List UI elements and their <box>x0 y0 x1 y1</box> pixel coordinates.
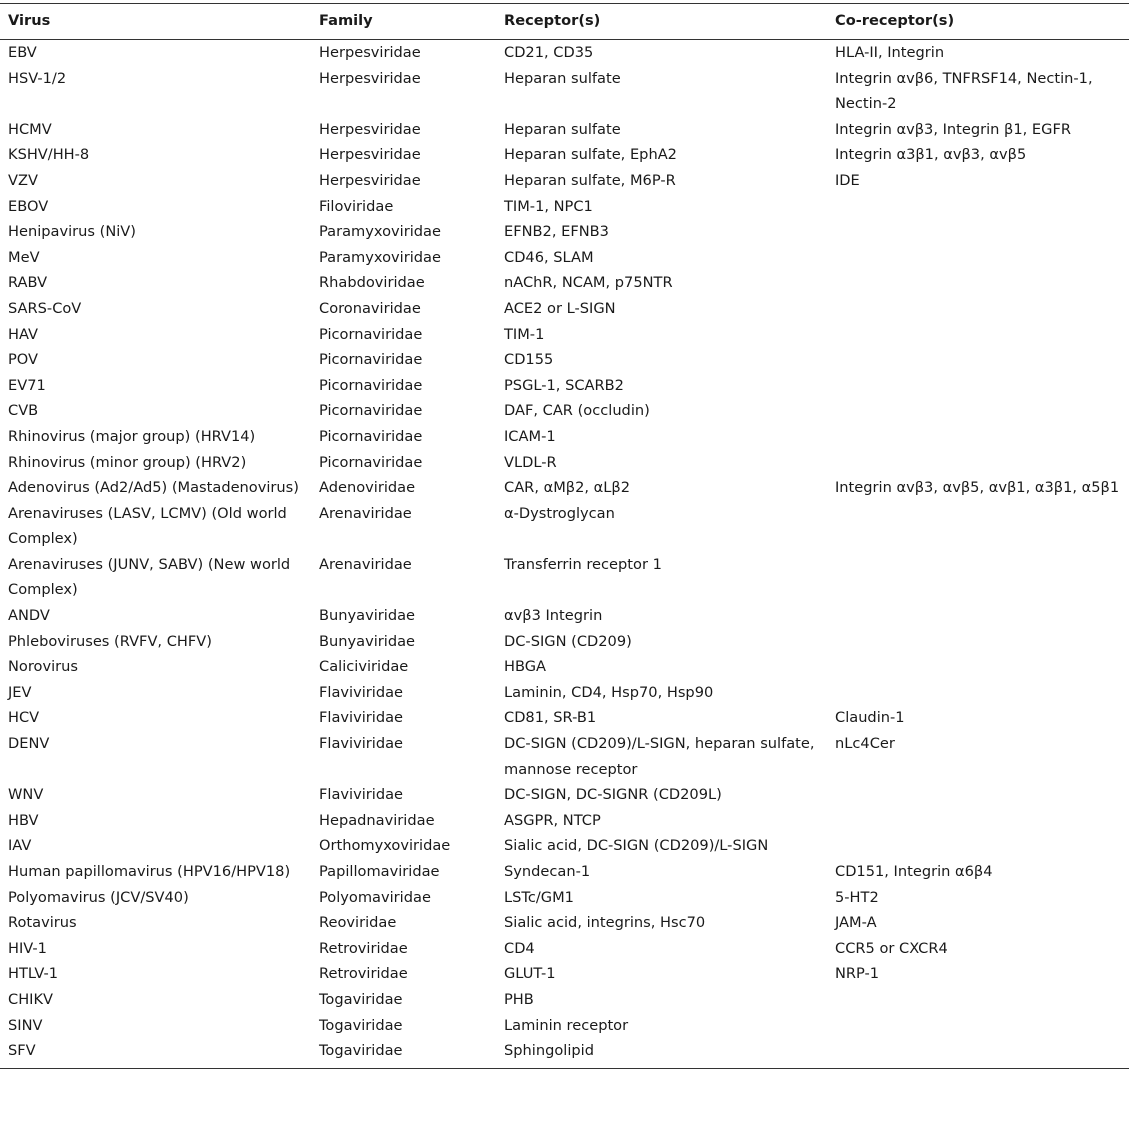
family-cell: Herpesviridae <box>319 44 421 61</box>
family-cell: Paramyxoviridae <box>319 248 441 266</box>
table-row <box>0 654 1129 680</box>
virus-cell: HTLV-1 <box>8 965 59 983</box>
receptor-cell: CAR, αMβ2, αLβ2 <box>504 479 631 497</box>
family-cell: Picornaviridae <box>319 453 423 471</box>
family-cell: Bunyaviridae <box>319 632 416 650</box>
virus-cell: HCMV <box>8 120 52 138</box>
table-row <box>0 936 1129 962</box>
table-row <box>0 1038 1129 1068</box>
receptor-cell: Syndecan-1 <box>504 863 591 880</box>
receptor-cell: nAChR, NCAM, p75NTR <box>504 274 673 292</box>
table-row <box>0 808 1129 834</box>
table-row <box>0 885 1129 911</box>
receptor-cell: LSTc/GM1 <box>504 888 574 906</box>
family-cell: Picornaviridae <box>319 427 423 445</box>
coreceptor-cell: CCR5 or CXCR4 <box>835 939 948 957</box>
table-row <box>0 168 1129 194</box>
family-cell: Arenaviridae <box>319 504 412 522</box>
table-row <box>0 270 1129 296</box>
receptor-cell: CD46, SLAM <box>504 248 594 266</box>
receptor-cell: Sphingolipid <box>496 1038 827 1068</box>
virus-cell: Arenaviruses (LASV, LCMV) (Old world Complex) <box>8 504 287 548</box>
coreceptor-cell: JAM-A <box>835 914 877 932</box>
virus-cell: SARS-CoV <box>8 299 82 317</box>
table-row <box>0 1013 1129 1039</box>
virus-cell: Norovirus <box>8 658 78 676</box>
family-cell: Togaviridae <box>319 990 403 1008</box>
table-row <box>0 373 1129 399</box>
receptor-cell: DAF, CAR (occludin) <box>504 402 650 420</box>
table-row <box>0 296 1129 322</box>
receptor-cell: ICAM-1 <box>504 427 556 445</box>
family-cell: Caliciviridae <box>319 658 409 676</box>
family-cell: Picornaviridae <box>319 325 423 343</box>
coreceptor-cell <box>827 501 1129 552</box>
virus-cell: SINV <box>8 1016 43 1034</box>
virus-cell: EV71 <box>8 376 46 394</box>
receptor-cell: DC-SIGN, DC-SIGNR (CD209L) <box>504 786 722 804</box>
table-row <box>0 66 1129 117</box>
family-cell: Reoviridae <box>319 914 397 932</box>
virus-cell: IAV <box>8 837 32 855</box>
coreceptor-cell <box>827 833 1129 859</box>
column-header-receptors: Receptor(s) <box>496 3 827 40</box>
table-row <box>0 859 1129 885</box>
table-row <box>0 501 1129 552</box>
table-row <box>0 552 1129 603</box>
coreceptor-cell: IDE <box>835 171 860 189</box>
virus-cell: POV <box>8 351 39 369</box>
table-row <box>0 629 1129 655</box>
coreceptor-cell <box>827 680 1129 706</box>
receptor-cell: PHB <box>504 990 534 1008</box>
receptor-cell: Sialic acid, integrins, Hsc70 <box>504 914 706 932</box>
table-row <box>0 987 1129 1013</box>
table-row <box>0 398 1129 424</box>
coreceptor-cell <box>827 552 1129 603</box>
virus-cell: HSV-1/2 <box>8 69 67 87</box>
coreceptor-cell <box>827 245 1129 271</box>
virus-cell: HAV <box>8 325 39 343</box>
virus-cell: Rhinovirus (major group) (HRV14) <box>8 427 256 445</box>
family-cell: Papillomaviridae <box>319 863 440 880</box>
virus-cell: EBV <box>8 44 37 61</box>
virus-receptor-table <box>0 3 1129 1069</box>
family-cell: Hepadnaviridae <box>319 811 435 829</box>
receptor-cell: PSGL-1, SCARB2 <box>504 376 624 394</box>
virus-cell: HBV <box>8 811 39 829</box>
table-row <box>0 705 1129 731</box>
virus-cell: EBOV <box>8 197 49 215</box>
receptor-cell: CD81, SR-B1 <box>504 709 597 727</box>
virus-cell: HIV-1 <box>8 939 47 957</box>
receptor-cell: ASGPR, NTCP <box>504 811 601 829</box>
family-cell: Herpesviridae <box>319 146 421 164</box>
family-cell: Togaviridae <box>311 1038 496 1068</box>
coreceptor-cell <box>827 450 1129 476</box>
coreceptor-cell <box>827 194 1129 220</box>
receptor-cell: TIM-1 <box>504 325 545 343</box>
table-row <box>0 680 1129 706</box>
coreceptor-cell <box>827 629 1129 655</box>
family-cell: Herpesviridae <box>319 69 421 87</box>
table-row <box>0 961 1129 987</box>
family-cell: Flaviviridae <box>319 683 404 701</box>
receptor-cell: Heparan sulfate, M6P-R <box>504 171 676 189</box>
table-row <box>0 603 1129 629</box>
virus-cell: HCV <box>8 709 40 727</box>
coreceptor-cell: 5-HT2 <box>835 888 879 906</box>
virus-cell: Human papillomavirus (HPV16/HPV18) <box>8 863 291 880</box>
receptor-cell: Laminin receptor <box>504 1016 629 1034</box>
table-row <box>0 40 1129 66</box>
family-cell: Togaviridae <box>319 1016 403 1034</box>
receptor-cell: DC-SIGN (CD209)/L-SIGN, heparan sulfate, mannose receptor <box>504 735 815 778</box>
coreceptor-cell <box>827 322 1129 348</box>
virus-cell: KSHV/HH-8 <box>8 146 90 164</box>
receptor-cell: Heparan sulfate <box>504 69 621 87</box>
column-header-coreceptors: Co-receptor(s) <box>827 3 1129 40</box>
family-cell: Coronaviridae <box>319 299 421 317</box>
table-row <box>0 347 1129 373</box>
receptor-cell: GLUT-1 <box>504 965 556 983</box>
coreceptor-cell <box>827 270 1129 296</box>
family-cell: Flaviviridae <box>319 786 404 804</box>
coreceptor-cell: Integrin αvβ3, Integrin β1, EGFR <box>835 120 1071 138</box>
virus-cell: Adenovirus (Ad2/Ad5) (Mastadenovirus) <box>8 479 299 497</box>
virus-cell: Henipavirus (NiV) <box>8 223 136 241</box>
family-cell: Picornaviridae <box>319 402 423 420</box>
family-cell: Flaviviridae <box>319 735 404 753</box>
coreceptor-cell <box>827 398 1129 424</box>
coreceptor-cell: Integrin αvβ6, TNFRSF14, Nectin-1, Nectin-2 <box>835 69 1093 113</box>
table-row <box>0 142 1129 168</box>
virus-cell: VZV <box>8 171 38 189</box>
family-cell: Retroviridae <box>319 965 408 983</box>
table-row <box>0 322 1129 348</box>
coreceptor-cell: Integrin α3β1, αvβ3, αvβ5 <box>835 146 1027 164</box>
virus-cell: CVB <box>8 402 39 420</box>
family-cell: Bunyaviridae <box>319 607 416 625</box>
column-header-virus: Virus <box>0 3 311 40</box>
receptor-cell: TIM-1, NPC1 <box>504 197 593 215</box>
receptor-cell: Heparan sulfate <box>504 120 621 138</box>
table-row <box>0 475 1129 501</box>
virus-cell: RABV <box>8 274 48 292</box>
table-row <box>0 910 1129 936</box>
table-body <box>0 40 1129 1069</box>
table-row <box>0 833 1129 859</box>
receptor-cell: CD21, CD35 <box>504 44 594 61</box>
receptor-cell: α-Dystroglycan <box>504 504 615 522</box>
family-cell: Rhabdoviridae <box>319 274 425 292</box>
family-cell: Filoviridae <box>319 197 394 215</box>
table-header-row <box>0 3 1129 40</box>
coreceptor-cell <box>827 296 1129 322</box>
coreceptor-cell: Claudin-1 <box>835 709 905 727</box>
table-row <box>0 424 1129 450</box>
virus-cell: CHIKV <box>8 990 54 1008</box>
table-row <box>0 194 1129 220</box>
receptor-cell: CD155 <box>504 351 554 369</box>
receptor-cell: HBGA <box>504 658 547 676</box>
coreceptor-cell <box>827 424 1129 450</box>
coreceptor-cell: NRP-1 <box>835 965 880 983</box>
receptor-cell: CD4 <box>504 939 535 957</box>
receptor-cell: αvβ3 Integrin <box>504 607 603 625</box>
virus-cell: SFV <box>0 1038 311 1068</box>
family-cell: Herpesviridae <box>319 171 421 189</box>
family-cell: Paramyxoviridae <box>319 223 441 241</box>
table-row <box>0 117 1129 143</box>
coreceptor-cell <box>827 373 1129 399</box>
receptor-cell: Laminin, CD4, Hsp70, Hsp90 <box>504 683 714 701</box>
virus-cell: ANDV <box>8 607 50 625</box>
family-cell: Retroviridae <box>319 939 408 957</box>
receptor-cell: DC-SIGN (CD209) <box>504 632 632 650</box>
virus-cell: MeV <box>8 248 40 266</box>
virus-cell: Arenaviruses (JUNV, SABV) (New world Complex) <box>8 555 291 599</box>
coreceptor-cell <box>827 987 1129 1013</box>
virus-cell: JEV <box>8 683 32 701</box>
virus-cell: WNV <box>8 786 44 804</box>
table-row <box>0 450 1129 476</box>
table-row <box>0 219 1129 245</box>
family-cell: Flaviviridae <box>319 709 404 727</box>
coreceptor-cell: Integrin αvβ3, αvβ5, αvβ1, α3β1, α5β1 <box>835 479 1120 497</box>
coreceptor-cell: HLA-II, Integrin <box>835 44 945 61</box>
family-cell: Picornaviridae <box>319 376 423 394</box>
coreceptor-cell <box>827 1013 1129 1039</box>
coreceptor-cell <box>827 347 1129 373</box>
family-cell: Polyomaviridae <box>319 888 431 906</box>
virus-cell: Rotavirus <box>8 914 77 932</box>
table-row <box>0 731 1129 782</box>
table-row <box>0 245 1129 271</box>
coreceptor-cell: CD151, Integrin α6β4 <box>835 863 993 880</box>
table-row <box>0 782 1129 808</box>
receptor-cell: EFNB2, EFNB3 <box>504 223 609 241</box>
receptor-cell: VLDL-R <box>504 453 557 471</box>
coreceptor-cell <box>827 219 1129 245</box>
family-cell: Herpesviridae <box>319 120 421 138</box>
receptor-cell: Sialic acid, DC-SIGN (CD209)/L-SIGN <box>504 837 769 855</box>
family-cell: Picornaviridae <box>319 351 423 369</box>
coreceptor-cell <box>827 654 1129 680</box>
virus-cell: Polyomavirus (JCV/SV40) <box>8 888 189 906</box>
family-cell: Arenaviridae <box>319 555 412 573</box>
virus-cell: DENV <box>8 735 50 753</box>
coreceptor-cell: nLc4Cer <box>835 735 895 753</box>
family-cell: Adenoviridae <box>319 479 416 497</box>
receptor-cell: Transferrin receptor 1 <box>504 555 662 573</box>
coreceptor-cell <box>827 782 1129 808</box>
coreceptor-cell <box>827 1038 1129 1068</box>
receptor-cell: ACE2 or L-SIGN <box>504 299 616 317</box>
coreceptor-cell <box>827 808 1129 834</box>
family-cell: Orthomyxoviridae <box>319 837 451 855</box>
coreceptor-cell <box>827 603 1129 629</box>
virus-cell: Phleboviruses (RVFV, CHFV) <box>8 632 212 650</box>
virus-cell: Rhinovirus (minor group) (HRV2) <box>8 453 247 471</box>
receptor-cell: Heparan sulfate, EphA2 <box>504 146 677 164</box>
column-header-family: Family <box>311 3 496 40</box>
